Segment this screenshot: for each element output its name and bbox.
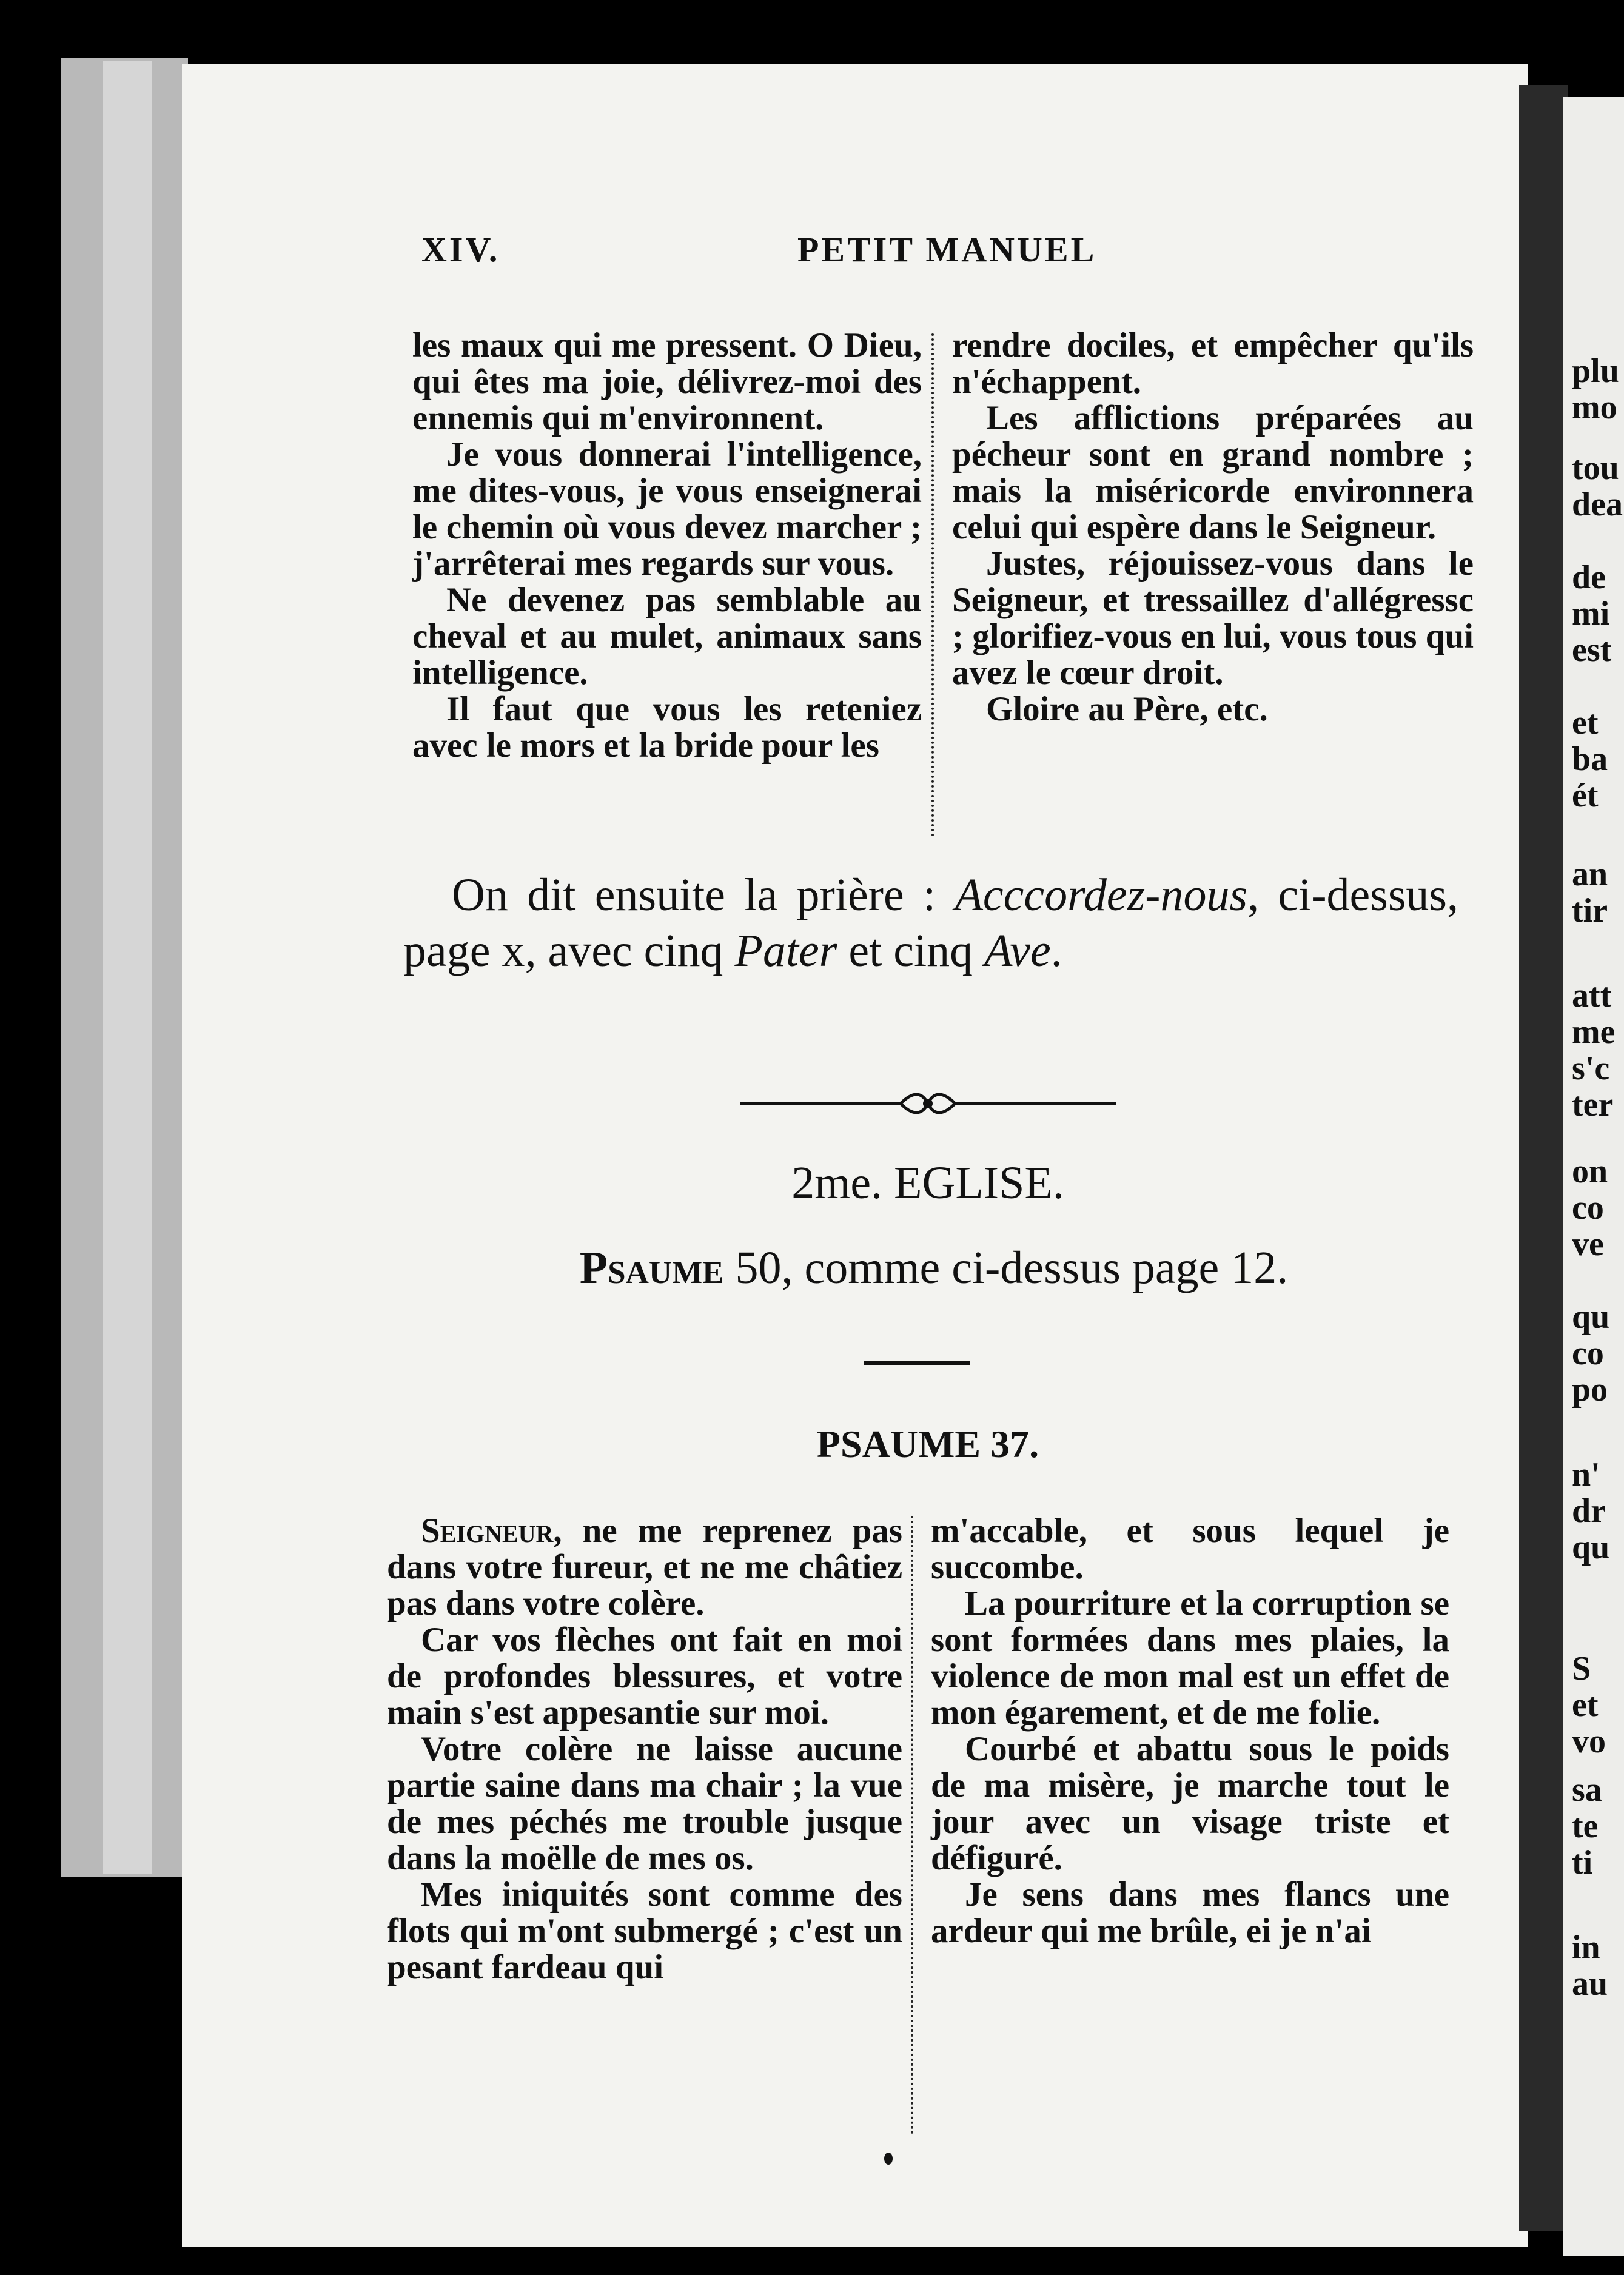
fragment: po [1572,1371,1608,1409]
psalm-37-left-column [387,1513,902,1986]
first-word: Seigneur [421,1512,554,1550]
fragment: ve [1572,1225,1604,1263]
fragment: vo [1572,1723,1606,1760]
prayer-title: Acccordez-nous [955,869,1248,920]
paragraph: Ne devenez pas semblable au cheval et au mulet, animaux sans intelligence. [412,581,922,692]
fragment: in [1572,1929,1600,1966]
paragraph: Je sens dans mes flancs une ardeur qui me brûle, ei je n'ai [931,1875,1449,1950]
fragment: me [1572,1013,1616,1051]
fragment: co [1572,1189,1604,1227]
paragraph: m'accable, et sous lequel je succombe. [931,1512,1449,1586]
paragraph: Les afflictions préparées au pécheur sont en grand nombre ; mais la miséricorde environnera celui qui espère dans le Seigneur. [952,399,1474,546]
paragraph: Votre colère ne laisse aucune partie saine dans ma chair ; la vue de mes péchés me trouble jusque dans la moëlle de mes os. [387,1730,902,1877]
paragraph: Justes, réjouissez-vous dans le Seigneur, et tressaillez d'allégressc ; glorifiez-vous en lui, vous tous qui avez le cœur droit. [952,544,1474,692]
ink-dot [884,2153,893,2165]
fragment: att [1572,977,1612,1014]
instruction-text [403,867,1458,979]
fragment: plu [1572,352,1619,390]
fragment: ter [1572,1086,1614,1124]
book-gutter [1519,85,1568,2231]
paragraph-rest: , ne me reprenez pas dans votre fureur, et ne me châtiez pas dans votre colère. [387,1512,902,1623]
fragment: on [1572,1153,1608,1190]
psalm-label: Psaume [579,1242,724,1293]
paragraph: Mes iniquités sont comme des flots qui m'ont submergé ; c'est un pesant fardeau qui [387,1875,902,1986]
psalm-50-reference [418,1240,1449,1296]
fragment: et [1572,704,1599,742]
instruction-mid2: et cinq [837,925,985,976]
left-binding [103,61,152,1874]
fragment: n' [1572,1456,1600,1493]
divider-rule [864,1361,970,1365]
psalm-37-heading: PSAUME 37. [816,1422,1039,1466]
running-title: PETIT MANUEL [797,230,1097,269]
ornament [740,1088,1116,1119]
fragment: mo [1572,389,1617,426]
column-divider [911,1516,913,2134]
fragment: an [1572,856,1608,893]
paragraph: Courbé et abattu sous le poids de ma misère, je marche tout le jour avec un visage triste et défiguré. [931,1730,1449,1877]
ave: Ave [984,925,1051,976]
paragraph: Gloire au Père, etc. [986,690,1268,728]
fragment: et [1572,1686,1599,1724]
fragment: au [1572,1965,1608,2003]
fragment: est [1572,631,1612,669]
fragment: ba [1572,740,1608,778]
fragment: S [1572,1650,1591,1687]
fragment: ét [1572,777,1599,814]
fragment: qu [1572,1529,1610,1566]
psalm-37-right-column [931,1513,1449,1949]
paragraph [387,1513,902,1622]
fragment: dr [1572,1492,1606,1530]
psalm-left-column [412,327,922,764]
fragment: tou [1572,449,1619,487]
paragraph: Il faut que vous les reteniez avec le mors et la bride pour les [412,690,922,765]
fragment: ti [1572,1844,1593,1881]
fragment: dea [1572,486,1623,523]
fragment: co [1572,1335,1604,1372]
paragraph: Car vos flèches ont fait en moi de profondes blessures, et votre main s'est appesantie sur moi. [387,1621,902,1732]
church-heading: 2me. EGLISE. [791,1158,1064,1208]
paragraph: rendre dociles, et empêcher qu'ils n'échappent. [952,326,1474,401]
fragment: tir [1572,892,1608,930]
paragraph: Je vous donnerai l'intelligence, me dites-vous, je vous enseignerai le chemin où vous devez marcher ; j'arrêterai mes regards sur vous. [412,435,922,583]
fragment: sa [1572,1771,1602,1809]
fragment: s'c [1572,1050,1610,1087]
instruction-end: . [1050,925,1062,976]
page-number: XIV. [421,230,500,269]
column-divider [931,333,934,837]
pater: Pater [734,925,837,976]
psalm-50-text: 50, comme ci-dessus page 12. [723,1242,1289,1293]
fragment: mi [1572,595,1610,632]
fragment: te [1572,1808,1599,1845]
paragraph: les maux qui me pressent. O Dieu, qui êtes ma joie, délivrez-moi des ennemis qui m'environnent. [412,326,922,437]
instruction-lead: On dit ensuite la prière : [452,869,955,920]
fragment: qu [1572,1298,1610,1336]
instruction-mid: , ci-dessus, page x, avec cinq [403,869,1459,976]
psalm-right-column [952,327,1474,728]
facing-page-text [1563,97,1624,2256]
paragraph: La pourriture et la corruption se sont formées dans mes plaies, la violence de mon mal est un effet de mon égarement, et de me folie. [931,1584,1449,1732]
fragment: de [1572,558,1606,596]
